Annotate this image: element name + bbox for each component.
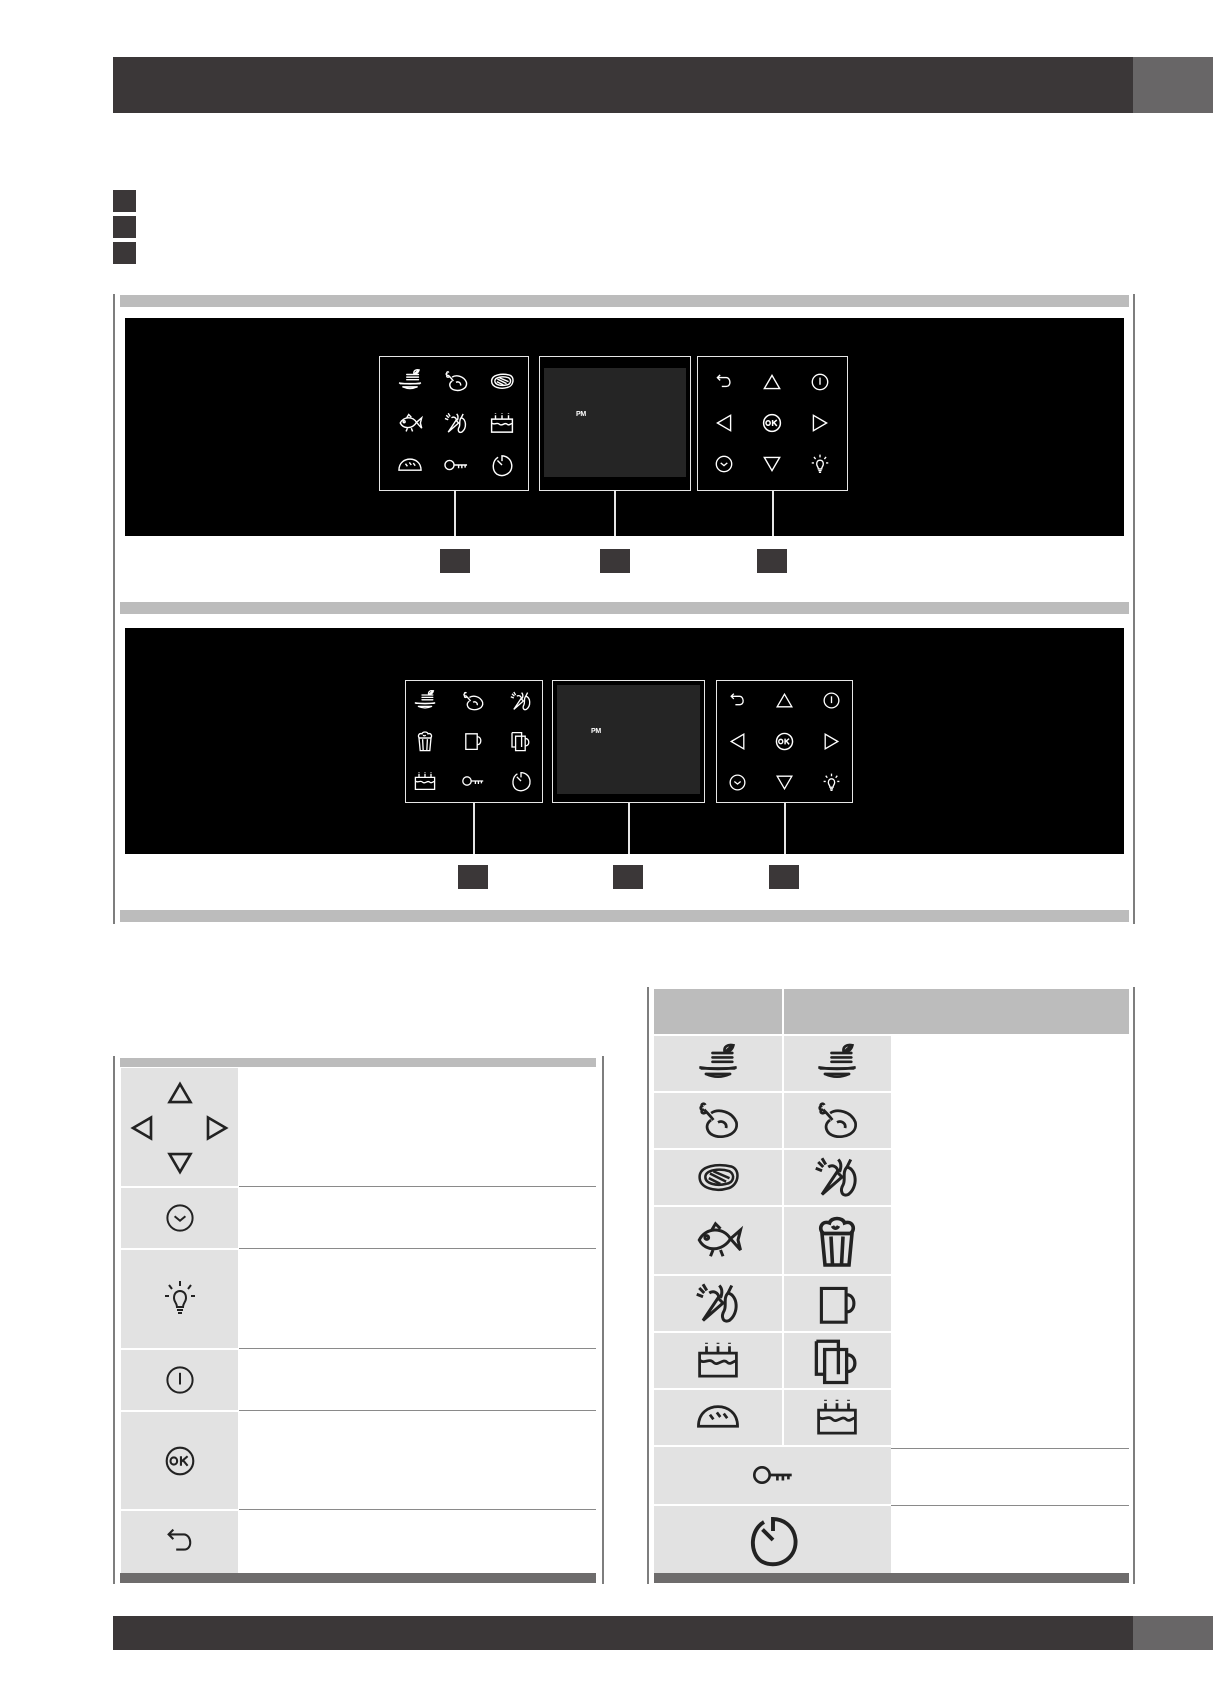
cake-icon bbox=[809, 1394, 865, 1440]
cake-icon bbox=[690, 1337, 746, 1383]
clock-icon[interactable] bbox=[713, 453, 735, 475]
programs-b-row-7 bbox=[784, 1390, 891, 1445]
programs-a-row-1 bbox=[654, 1036, 782, 1091]
clock-icon bbox=[162, 1200, 198, 1236]
right-arrow-icon bbox=[202, 1110, 232, 1146]
back-arrow-icon[interactable] bbox=[727, 690, 748, 711]
footer-bar bbox=[113, 1616, 1213, 1650]
controls-row-ok-cell bbox=[121, 1412, 238, 1509]
clock-icon[interactable] bbox=[727, 772, 748, 793]
controls-divider-2 bbox=[239, 1248, 596, 1249]
key-lock-icon bbox=[742, 1453, 804, 1497]
bullet-square-2 bbox=[113, 216, 136, 238]
header-bar bbox=[113, 57, 1213, 113]
ok-icon bbox=[161, 1442, 199, 1480]
ok-icon[interactable] bbox=[760, 411, 784, 435]
programs-divider-2 bbox=[891, 1505, 1129, 1506]
controls-divider-1 bbox=[239, 1186, 596, 1187]
leader-line-a1 bbox=[454, 491, 456, 536]
programs-b-row-4 bbox=[784, 1207, 891, 1274]
vegetables-icon[interactable] bbox=[443, 410, 469, 436]
up-arrow-icon[interactable] bbox=[761, 371, 783, 393]
programs-b-row-6 bbox=[784, 1333, 891, 1388]
right-arrow-icon[interactable] bbox=[809, 412, 831, 434]
power-icon[interactable] bbox=[809, 371, 831, 393]
figure-a-top-strip bbox=[120, 295, 1129, 307]
left-arrow-icon[interactable] bbox=[727, 731, 748, 752]
leader-line-b1 bbox=[473, 803, 475, 854]
steak-icon bbox=[688, 1154, 748, 1200]
figure-b-top-strip bbox=[120, 602, 1129, 614]
programs-timer-cell bbox=[654, 1506, 891, 1573]
plated-dish-icon[interactable] bbox=[397, 368, 423, 394]
steak-icon[interactable] bbox=[489, 368, 515, 394]
chicken-icon bbox=[690, 1097, 746, 1143]
programs-a-row-3 bbox=[654, 1150, 782, 1205]
vegetables-icon bbox=[690, 1278, 746, 1328]
light-bulb-icon[interactable] bbox=[809, 453, 831, 475]
fish-icon bbox=[688, 1215, 748, 1265]
display-b bbox=[552, 680, 705, 803]
mug-icon[interactable] bbox=[461, 729, 485, 753]
down-arrow-icon bbox=[162, 1148, 198, 1178]
display-screen-b bbox=[557, 685, 700, 794]
popcorn-icon[interactable] bbox=[413, 729, 437, 753]
left-arrow-icon bbox=[127, 1110, 157, 1146]
program-keypad-a bbox=[379, 356, 529, 491]
programs-divider-1 bbox=[891, 1448, 1129, 1449]
controls-row-light-cell bbox=[121, 1250, 238, 1348]
up-arrow-icon[interactable] bbox=[774, 690, 795, 711]
display-screen-a bbox=[544, 368, 686, 477]
programs-a-row-5 bbox=[654, 1276, 782, 1331]
programs-table-bottom-strip bbox=[654, 1573, 1129, 1583]
programs-b-row-1 bbox=[784, 1036, 891, 1091]
controls-row-arrows-cell bbox=[121, 1068, 238, 1186]
plated-dish-icon[interactable] bbox=[413, 689, 437, 713]
leader-line-b2 bbox=[628, 803, 630, 854]
cake-icon[interactable] bbox=[489, 410, 515, 436]
controls-divider-4 bbox=[239, 1410, 596, 1411]
ok-icon[interactable] bbox=[773, 730, 796, 753]
power-icon[interactable] bbox=[821, 690, 842, 711]
down-arrow-icon[interactable] bbox=[774, 772, 795, 793]
key-lock-icon[interactable] bbox=[443, 452, 469, 478]
header-tab bbox=[1133, 57, 1213, 113]
timer-icon[interactable] bbox=[489, 452, 515, 478]
callout-marker-b1 bbox=[458, 865, 488, 889]
vegetables-icon[interactable] bbox=[509, 689, 533, 713]
fish-icon[interactable] bbox=[397, 410, 423, 436]
programs-a-row-6 bbox=[654, 1333, 782, 1388]
callout-marker-b3 bbox=[769, 865, 799, 889]
pm-indicator-a: PM bbox=[576, 411, 586, 418]
controls-row-power-cell bbox=[121, 1350, 238, 1410]
two-mugs-icon[interactable] bbox=[509, 729, 533, 753]
control-panel-a bbox=[125, 318, 1124, 536]
figure-bottom-strip bbox=[120, 910, 1129, 922]
bread-icon[interactable] bbox=[397, 452, 423, 478]
controls-row-back-cell bbox=[121, 1511, 238, 1573]
bullet-square-1 bbox=[113, 190, 136, 212]
pm-indicator-b: PM bbox=[591, 728, 601, 735]
controls-divider-5 bbox=[239, 1509, 596, 1510]
navigation-keypad-a bbox=[697, 356, 848, 491]
bullet-square-3 bbox=[113, 242, 136, 264]
programs-a-row-7 bbox=[654, 1390, 782, 1445]
leader-line-a2 bbox=[614, 491, 616, 536]
programs-a-row-2 bbox=[654, 1093, 782, 1148]
light-bulb-icon[interactable] bbox=[821, 772, 842, 793]
plated-dish-icon bbox=[690, 1042, 746, 1086]
chicken-icon[interactable] bbox=[461, 689, 485, 713]
controls-table-bottom-strip bbox=[120, 1573, 596, 1583]
program-keypad-b bbox=[405, 680, 543, 803]
down-arrow-icon[interactable] bbox=[761, 453, 783, 475]
left-arrow-icon[interactable] bbox=[713, 412, 735, 434]
programs-header-b bbox=[784, 989, 1129, 1034]
control-panel-b bbox=[125, 628, 1124, 854]
power-icon bbox=[162, 1362, 198, 1398]
cake-icon[interactable] bbox=[413, 769, 437, 793]
callout-marker-a1 bbox=[440, 549, 470, 573]
programs-a-row-4 bbox=[654, 1207, 782, 1274]
timer-icon[interactable] bbox=[509, 769, 533, 793]
vegetables-icon bbox=[809, 1152, 865, 1202]
plated-dish-icon bbox=[809, 1042, 865, 1086]
timer-icon bbox=[743, 1510, 803, 1570]
programs-b-row-3 bbox=[784, 1150, 891, 1205]
two-mugs-icon bbox=[809, 1333, 865, 1388]
programs-b-row-2 bbox=[784, 1093, 891, 1148]
callout-marker-a3 bbox=[757, 549, 787, 573]
controls-row-clock-cell bbox=[121, 1188, 238, 1248]
key-lock-icon[interactable] bbox=[461, 769, 485, 793]
programs-key-lock-cell bbox=[654, 1447, 891, 1504]
leader-line-b3 bbox=[784, 803, 786, 854]
popcorn-icon bbox=[807, 1211, 867, 1271]
right-arrow-icon[interactable] bbox=[821, 731, 842, 752]
bread-icon bbox=[688, 1394, 748, 1440]
chicken-icon[interactable] bbox=[443, 368, 469, 394]
mug-icon bbox=[811, 1278, 863, 1330]
back-arrow-icon[interactable] bbox=[713, 371, 735, 393]
up-arrow-icon bbox=[162, 1078, 198, 1108]
footer-tab bbox=[1133, 1616, 1213, 1650]
navigation-keypad-b bbox=[716, 680, 853, 803]
callout-marker-b2 bbox=[613, 865, 643, 889]
controls-table-top-strip bbox=[120, 1058, 596, 1067]
callout-marker-a2 bbox=[600, 549, 630, 573]
programs-b-row-5 bbox=[784, 1276, 891, 1331]
leader-line-a3 bbox=[772, 491, 774, 536]
display-a bbox=[539, 356, 691, 491]
programs-header-a bbox=[654, 989, 782, 1034]
chicken-icon bbox=[809, 1097, 865, 1143]
light-bulb-icon bbox=[160, 1278, 200, 1318]
back-arrow-icon bbox=[161, 1523, 199, 1561]
controls-divider-3 bbox=[239, 1348, 596, 1349]
